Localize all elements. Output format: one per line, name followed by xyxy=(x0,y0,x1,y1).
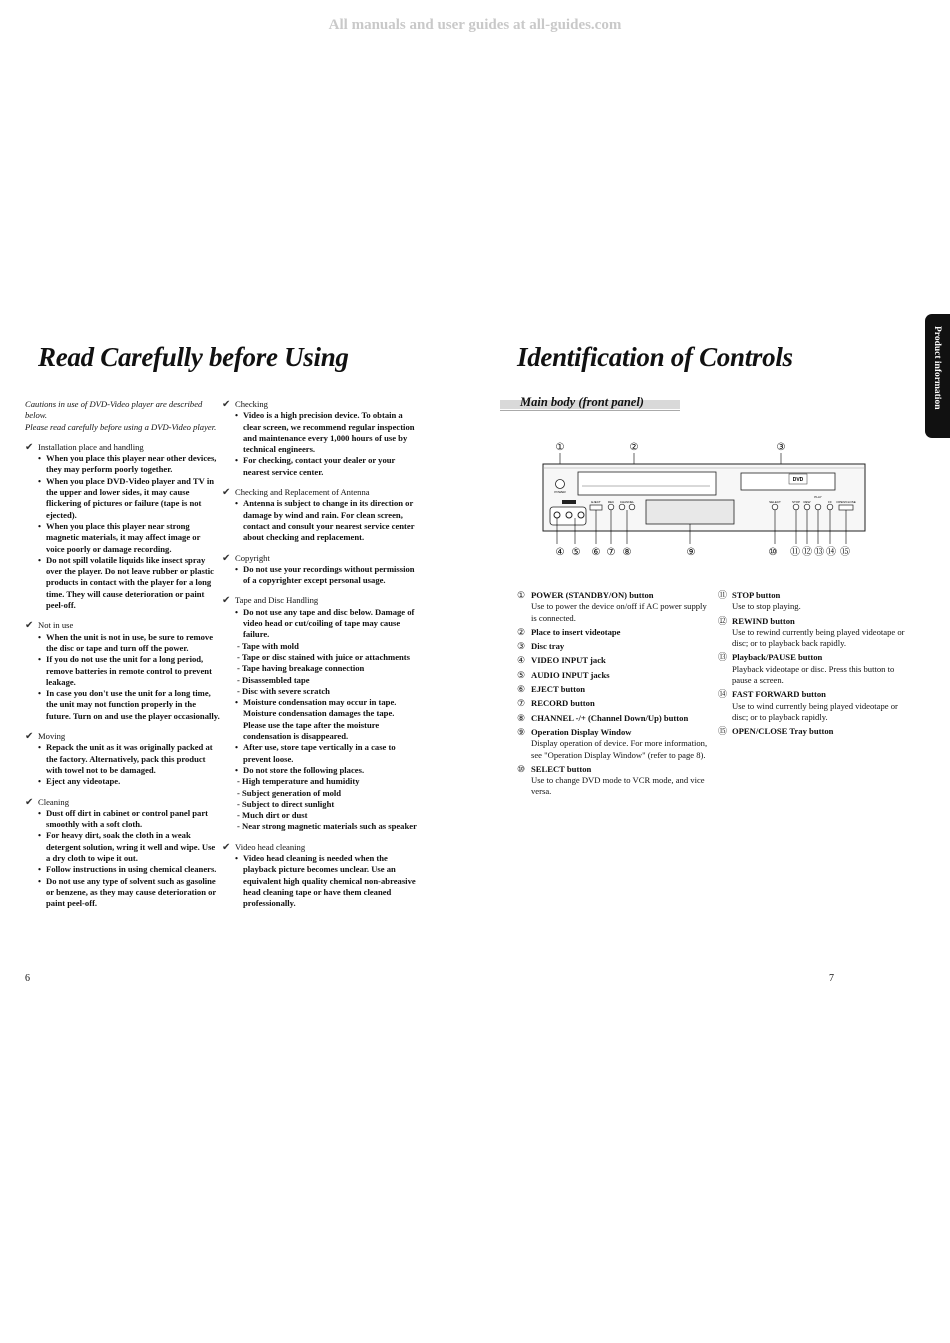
section-title xyxy=(25,797,220,808)
control-item xyxy=(517,655,712,666)
video-input-jack[interactable] xyxy=(554,512,560,518)
control-name xyxy=(517,590,712,601)
section-title xyxy=(222,487,418,498)
control-name xyxy=(718,689,913,700)
control-name xyxy=(517,641,712,652)
section-list xyxy=(222,399,418,909)
control-name-text: Place to insert videotape xyxy=(531,626,621,637)
checkmark-icon: ✔ xyxy=(25,441,34,453)
bullet-item: • Follow instructions in using chemical cleaners. xyxy=(25,864,220,875)
caution-section xyxy=(222,487,418,543)
disc-tray xyxy=(741,473,835,490)
control-name xyxy=(517,670,712,681)
section-items xyxy=(222,564,418,587)
section-title xyxy=(222,553,418,564)
control-name xyxy=(517,764,712,775)
section-title-text: Checking and Replacement of Antenna xyxy=(235,487,370,498)
section-items xyxy=(25,742,220,787)
control-item xyxy=(718,616,913,650)
control-item xyxy=(718,590,913,613)
select-label: SELECT xyxy=(769,500,781,504)
channel-label: CHANNEL xyxy=(619,500,635,504)
control-item xyxy=(517,713,712,724)
section-items xyxy=(222,853,418,909)
callout-11: ⑪ xyxy=(790,547,800,558)
control-number: ⑩ xyxy=(517,763,526,774)
ff-label: FF xyxy=(828,500,832,504)
intro-line-2: Please read carefully before using a DVD-Video player. xyxy=(25,421,217,432)
left-column-2 xyxy=(222,399,418,918)
select-button[interactable] xyxy=(772,504,778,510)
control-number: ① xyxy=(517,590,526,600)
left-page-title: Read Carefully before Using xyxy=(38,342,349,372)
control-name xyxy=(517,627,712,638)
control-name xyxy=(718,652,913,663)
page-number-left: 6 xyxy=(25,973,30,984)
section-title xyxy=(25,731,220,742)
control-item xyxy=(718,689,913,723)
side-tab-label: Product information xyxy=(932,326,942,410)
control-description: Use to change DVD mode to VCR mode, and vice versa. xyxy=(531,775,705,797)
callout-4: ④ xyxy=(555,547,565,558)
bullet-item: • When you place this player near other devices, they may perform poorly together. xyxy=(25,453,220,476)
checkmark-icon: ✔ xyxy=(222,552,231,564)
control-name-text: POWER (STANDBY/ON) button xyxy=(531,590,654,600)
bullet-item: • Antenna is subject to change in its direction or damage by wind and rain. For clean screen, contact and consult your nearest service center about checking and replacement. xyxy=(222,498,418,543)
right-page-title: Identification of Controls xyxy=(517,342,793,372)
control-number: ⑧ xyxy=(517,712,526,723)
caution-section xyxy=(25,620,220,722)
callout-7: ⑦ xyxy=(606,547,616,558)
channel-up-button[interactable] xyxy=(629,504,635,510)
left-column-1 xyxy=(25,399,220,918)
bullet-item: • When you place this player near strong magnetic materials, it may affect image or voice poorly or damage recording. xyxy=(25,521,220,555)
checkmark-icon: ✔ xyxy=(222,841,231,853)
dash-item: - Subject generation of mold xyxy=(237,787,342,798)
caution-section xyxy=(222,842,418,910)
bullet-item: • Video head cleaning is needed when the playback picture becomes unclear. Use an equivalent high quality chemical non-abreasive head cleaning tape or have them cleaned professionally. xyxy=(222,853,418,909)
checkmark-icon: ✔ xyxy=(222,399,231,410)
bullet-item: • Video is a high precision device. To obtain a clear screen, we recommend regular inspection and maintenance every 1,000 hours of use by technical engineers. xyxy=(222,410,418,455)
bullet-item: • Do not store the following places. xyxy=(222,765,418,776)
callout-12: ⑫ xyxy=(802,547,812,558)
bullet-item: • Do not use any tape and disc below. Damage of video head or cut/coiling of tape may cause failure. xyxy=(222,607,418,641)
bullet-item: • In case you don't use the unit for a long time, the unit may not function properly in the future. Turn on and use the player occasionally. xyxy=(25,688,220,722)
bullet-item: • Do not spill volatile liquids like insect spray over the player. Do not leave rubber or plastic products in contact with the player for a long time. They will cause deterioration or paint peel-off. xyxy=(25,555,220,611)
control-number: ⑦ xyxy=(517,698,526,709)
callout-8: ⑧ xyxy=(622,547,632,558)
checkmark-icon: ✔ xyxy=(25,620,34,632)
callout-6: ⑥ xyxy=(591,547,601,558)
open-close-button[interactable] xyxy=(839,505,853,510)
control-name-text: EJECT button xyxy=(531,684,586,695)
bullet-item: • Repack the unit as it was originally packed at the factory. Alternatively, pack this product with towel not to be damaged. xyxy=(25,742,220,776)
control-number: ⑭ xyxy=(718,689,728,700)
control-number: ⑥ xyxy=(517,684,526,695)
checkmark-icon: ✔ xyxy=(222,487,231,499)
section-title-text: Copyright xyxy=(235,552,270,563)
section-subheading xyxy=(500,395,680,412)
power-label: POWER xyxy=(554,490,566,494)
callout-3: ③ xyxy=(776,442,786,453)
control-name xyxy=(517,727,712,738)
stop-button[interactable] xyxy=(793,504,799,510)
bullet-item: • Moisture condensation may occur in tape. Moisture condensation damages the tape. Please use the tape after the moisture condensation is disappeared. xyxy=(222,697,418,742)
power-button[interactable] xyxy=(556,480,565,489)
control-name xyxy=(517,655,712,666)
control-item xyxy=(517,641,712,652)
bullet-item: • When you place DVD-Video player and TV in the upper and lower sides, it may cause flickering of pictures or failure (tape is not ejected). xyxy=(25,476,220,521)
channel-down-button[interactable] xyxy=(619,504,625,510)
control-item xyxy=(517,670,712,681)
control-name-text: AUDIO INPUT jacks xyxy=(531,669,610,680)
control-item xyxy=(517,684,712,695)
callout-5: ⑤ xyxy=(571,547,581,558)
caution-section xyxy=(222,399,418,478)
control-description: Use to power the device on/off if AC power supply is connected. xyxy=(531,601,707,623)
control-description: Use to wind currently being played videotape or disc; or to playback rapidly. xyxy=(732,700,898,722)
control-number: ⑤ xyxy=(517,669,526,680)
section-title xyxy=(25,442,220,453)
control-name-text: Disc tray xyxy=(531,641,565,652)
dash-item: - Tape with mold xyxy=(237,640,299,651)
record-button[interactable] xyxy=(608,504,614,510)
section-title xyxy=(222,842,418,853)
play-pause-button[interactable] xyxy=(815,504,821,510)
control-name xyxy=(517,698,712,709)
eject-button[interactable] xyxy=(590,505,602,510)
section-list xyxy=(25,442,220,910)
callout-1: ① xyxy=(555,442,565,453)
eject-label: EJECT xyxy=(591,500,601,504)
intro-text xyxy=(25,399,220,433)
section-items xyxy=(222,498,418,543)
control-description: Use to stop playing. xyxy=(732,601,801,612)
audio-input-jack-right[interactable] xyxy=(578,512,584,518)
bullet-item: • For heavy dirt, soak the cloth in a weak detergent solution, wring it well and wipe. Use a dry cloth to wipe it out. xyxy=(25,830,220,864)
page-number-right: 7 xyxy=(829,973,834,984)
control-name xyxy=(718,726,913,737)
control-description: Playback videotape or disc. Press this button to pause a screen. xyxy=(732,663,895,686)
operation-display-window xyxy=(646,500,734,524)
checkmark-icon: ✔ xyxy=(222,595,231,607)
control-number: ⑪ xyxy=(718,590,728,600)
dash-item: - Tape having breakage connection xyxy=(237,663,365,674)
dash-item: - Subject to direct sunlight xyxy=(237,798,335,809)
control-name xyxy=(718,616,913,627)
bullet-item: • Do not use your recordings without permission of a copyrighter except personal usage. xyxy=(222,564,418,587)
bullet-item: • When the unit is not in use, be sure to remove the disc or tape and turn off the power. xyxy=(25,632,220,655)
side-tab xyxy=(925,314,950,438)
callout-10: ⑩ xyxy=(768,547,778,558)
section-title xyxy=(222,595,418,606)
audio-input-jack-left[interactable] xyxy=(566,512,572,518)
control-name xyxy=(517,713,712,724)
control-name-text: REWIND button xyxy=(732,615,795,626)
callout-15: ⑮ xyxy=(840,547,850,558)
section-title-text: Video head cleaning xyxy=(235,841,306,852)
control-number: ⑮ xyxy=(718,726,728,737)
dash-item: - High temperature and humidity xyxy=(237,776,360,787)
bullet-item: • Eject any videotape. xyxy=(25,776,220,787)
section-title-text: Installation place and handling xyxy=(38,441,144,452)
control-description: Display operation of device. For more information, see "Operation Display Window" (refer to page 8). xyxy=(531,738,708,760)
control-name-text: Operation Display Window xyxy=(531,726,632,737)
section-items xyxy=(25,632,220,722)
caution-section xyxy=(222,595,418,832)
bullet-item: • Do not use any type of solvent such as gasoline or benzene, as they may cause deterioration or paint peel-off. xyxy=(25,876,220,910)
tape-slot xyxy=(578,472,716,495)
control-name xyxy=(517,684,712,695)
control-item xyxy=(718,652,913,686)
stop-label: STOP xyxy=(791,500,801,504)
control-item xyxy=(517,590,712,624)
section-title-text: Moving xyxy=(38,731,66,742)
dash-item: - Much dirt or dust xyxy=(237,810,308,821)
section-title-text: Tape and Disc Handling xyxy=(235,595,319,606)
control-item xyxy=(718,726,913,737)
subheading-text: Main body (front panel) xyxy=(520,395,644,409)
checkmark-icon: ✔ xyxy=(25,731,34,743)
section-title xyxy=(25,620,220,631)
bullet-item: • For checking, contact your dealer or your nearest service center. xyxy=(222,455,418,478)
rew-label: REW xyxy=(803,500,811,504)
controls-list-right xyxy=(718,590,913,741)
fast-forward-button[interactable] xyxy=(827,504,833,510)
bullet-item: • Dust off dirt in cabinet or control panel part smoothly with a soft cloth. xyxy=(25,808,220,831)
dash-item: - Near strong magnetic materials such as speaker xyxy=(237,821,417,832)
checkmark-icon: ✔ xyxy=(25,796,34,808)
control-number: ⑬ xyxy=(718,652,728,663)
control-name-text: CHANNEL -/+ (Channel Down/Up) button xyxy=(531,712,689,723)
section-title-text: Cleaning xyxy=(38,796,70,807)
section-title-text: Not in use xyxy=(38,620,74,631)
control-name-text: STOP button xyxy=(732,590,781,600)
control-item xyxy=(517,698,712,709)
section-items xyxy=(222,410,418,478)
open-close-label: OPEN/CLOSE xyxy=(836,500,856,504)
device-front-panel-diagram xyxy=(540,437,870,562)
control-number: ② xyxy=(517,626,526,637)
section-items xyxy=(25,808,220,910)
callout-2: ② xyxy=(629,442,639,453)
callout-14: ⑭ xyxy=(826,547,836,558)
control-name xyxy=(718,590,913,601)
control-name-text: Playback/PAUSE button xyxy=(732,652,823,663)
section-title xyxy=(222,399,418,410)
control-number: ③ xyxy=(517,641,526,652)
caution-section xyxy=(25,797,220,910)
callout-9: ⑨ xyxy=(686,547,696,558)
control-name-text: OPEN/CLOSE Tray button xyxy=(732,726,834,737)
rewind-button[interactable] xyxy=(804,504,810,510)
dash-item: - Disc with severe scratch xyxy=(237,685,330,696)
section-title-text: Checking xyxy=(235,399,268,409)
control-number: ⑨ xyxy=(517,726,526,737)
control-number: ⑫ xyxy=(718,615,728,626)
control-name-text: RECORD button xyxy=(531,698,595,709)
control-name-text: FAST FORWARD button xyxy=(732,689,826,700)
section-items xyxy=(25,453,220,611)
control-item xyxy=(517,764,712,798)
dvd-logo-text: DVD xyxy=(792,477,804,483)
section-items xyxy=(222,607,418,833)
dash-item: - Tape or disc stained with juice or attachments xyxy=(237,651,410,662)
watermark: All manuals and user guides at all-guides.com xyxy=(328,17,622,33)
controls-list-left xyxy=(517,590,712,801)
intro-line-1: Cautions in use of DVD-Video player are described below. xyxy=(25,399,203,421)
rec-label: REC xyxy=(607,500,615,504)
bullet-item: • After use, store tape vertically in a case to prevent loose. xyxy=(222,742,418,765)
caution-section xyxy=(25,442,220,611)
control-item xyxy=(517,727,712,761)
control-name-text: VIDEO INPUT jack xyxy=(531,655,606,666)
control-item xyxy=(517,627,712,638)
bullet-item: • If you do not use the unit for a long period, remove batteries in remote control to prevent leakage. xyxy=(25,654,220,688)
control-name-text: SELECT button xyxy=(531,763,592,774)
play-label: PLAY xyxy=(814,495,822,499)
control-description: Use to rewind currently being played videotape or disc; or to playback back rapidly. xyxy=(732,626,905,649)
caution-section xyxy=(222,553,418,587)
dash-item: - Disassembled tape xyxy=(237,674,310,685)
control-number: ④ xyxy=(517,655,526,666)
caution-section xyxy=(25,731,220,787)
callout-13: ⑬ xyxy=(814,547,824,558)
